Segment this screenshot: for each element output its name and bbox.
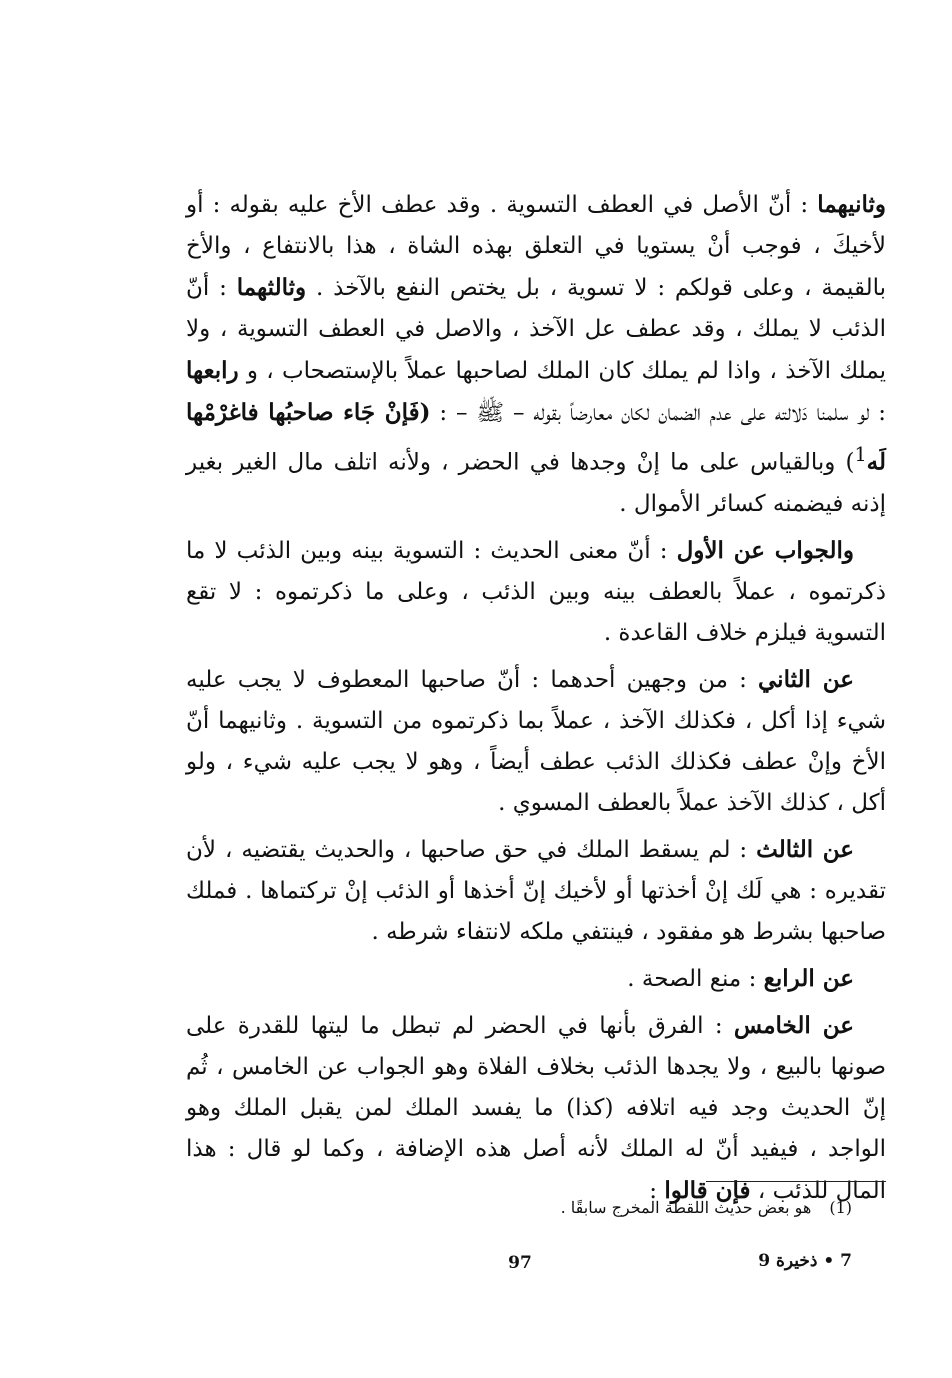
- paragraph-6-label-2: فإن قالوا: [664, 1176, 751, 1204]
- footnote-divider: [706, 1181, 886, 1182]
- footnote-text: هو بعض حديث اللقطة المخرج سابقًا .: [560, 1198, 812, 1217]
- paragraph-2: [186, 530, 886, 654]
- paragraph-3: [186, 659, 886, 824]
- paragraph-4-text: : لم يسقط الملك في حق صاحبها ، والحديث يقتضيه ، لأن تقديره : هي لَك إنْ أخذتها أو لأخيك إنّ أخذها أو الذئب إنْ تركتماها . فملك صاحبها بشرط هو مفقود ، فينتفي ملكه لانتفاء شرطه .: [186, 836, 886, 945]
- paragraph-4-label: عن الثالث: [756, 835, 854, 863]
- paragraph-1-label-3: رابعها: [186, 357, 239, 384]
- paragraph-1-text-1: : أنّ الأصل في العطف التسوية . وقد عطف الأخ عليه بقوله : أو لأخيكَ ، فوجب أنْ يستويا في التعلق بهذه الشاة ، هذا بالانتفاع ، والأخ بالقيمة ، وعلى قولكم : لا تسوية ، بل يختص النفع بالآخذ .: [186, 192, 887, 301]
- paragraph-2-text: : أنّ معنى الحديث : التسوية بينه وبين الذئب لا ما ذكرتموه ، عملاً بالعطف بينه وبين الذئب ، وعلى ما ذكرتموه : لا تقع التسوية فيلزم خلاف القاعدة .: [186, 537, 886, 646]
- footnote-reference[interactable]: 1: [854, 443, 867, 466]
- paragraph-1-label-1: وثانيهما: [817, 191, 886, 218]
- paragraph-1-label-2: وثالثهما: [236, 274, 307, 301]
- paragraph-1-text-4: ) وبالقياس على ما إنْ وجدها في الحضر ، ولأنه اتلف مال الغير بغير إذنه فيضمنه كسائر الأموال .: [186, 449, 886, 517]
- paragraph-6-text-1: : الفرق بأنها في الحضر لم تبطل ما ليتها للقدرة على صونها بالبيع ، ولا يجدها الذئب بخلاف الفلاة وهو الجواب عن الخامس ، ثُم إنّ الحديث وجد فيه اتلافه (كذا) ما يفسد الملك لمن يقبل الملك وهو الواجد ، فيفيد أنّ له الملك لأنه أصل هذه الإضافة ، وكما لو قال : هذا المال للذئب ،: [186, 1012, 886, 1204]
- paragraph-5-text: : منع الصحة .: [627, 965, 764, 992]
- paragraph-1-text-3: : لو سلمنا دَلالته على عدم الضمان لكان معارضاً بقوله – ﷺ – :: [430, 400, 886, 426]
- paragraph-1-text-2: : أنّ الذئب لا يملك ، وقد عطف عل الآخذ ، والاصل في العطف التسوية ، ولا يملك الآخذ ، واذا لم يملك كان الملك لصاحبها عملاً بالإستصحاب ، و: [186, 275, 886, 384]
- paragraph-4: [186, 829, 886, 953]
- paragraph-5: [186, 958, 886, 1000]
- paragraph-6-label-1: عن الخامس: [733, 1011, 855, 1039]
- paragraph-5-label: عن الرابع: [763, 964, 854, 992]
- paragraph-2-label: والجواب عن الأول: [676, 536, 854, 564]
- paragraph-6-text-2: :: [649, 1177, 665, 1204]
- page-number: 97: [508, 1253, 532, 1273]
- footnote: [561, 1196, 852, 1220]
- footnote-number: (1): [829, 1198, 852, 1217]
- printer-signature: 7 • ذخيرة 9: [758, 1251, 852, 1271]
- hadith-quote: (فَإنْ جَاء صاحبُها فاغرْمْها لَه: [186, 399, 887, 476]
- paragraph-1: [186, 184, 886, 525]
- main-text: [186, 184, 886, 1217]
- paragraph-3-text: : من وجهين أحدهما : أنّ صاحبها المعطوف لا يجب عليه شيء إذا أكل ، فكذلك الآخذ ، عملاً بما ذكرتموه من التسوية . وثانيهما أنّ الأخ وإنْ عطف فكذلك الذئب عطف أيضاً ، وهو لا يجب عليه شيء ، ولو أكل ، كذلك الآخذ عملاً بالعطف المسوي .: [186, 666, 886, 816]
- paragraph-3-label: عن الثاني: [758, 665, 854, 693]
